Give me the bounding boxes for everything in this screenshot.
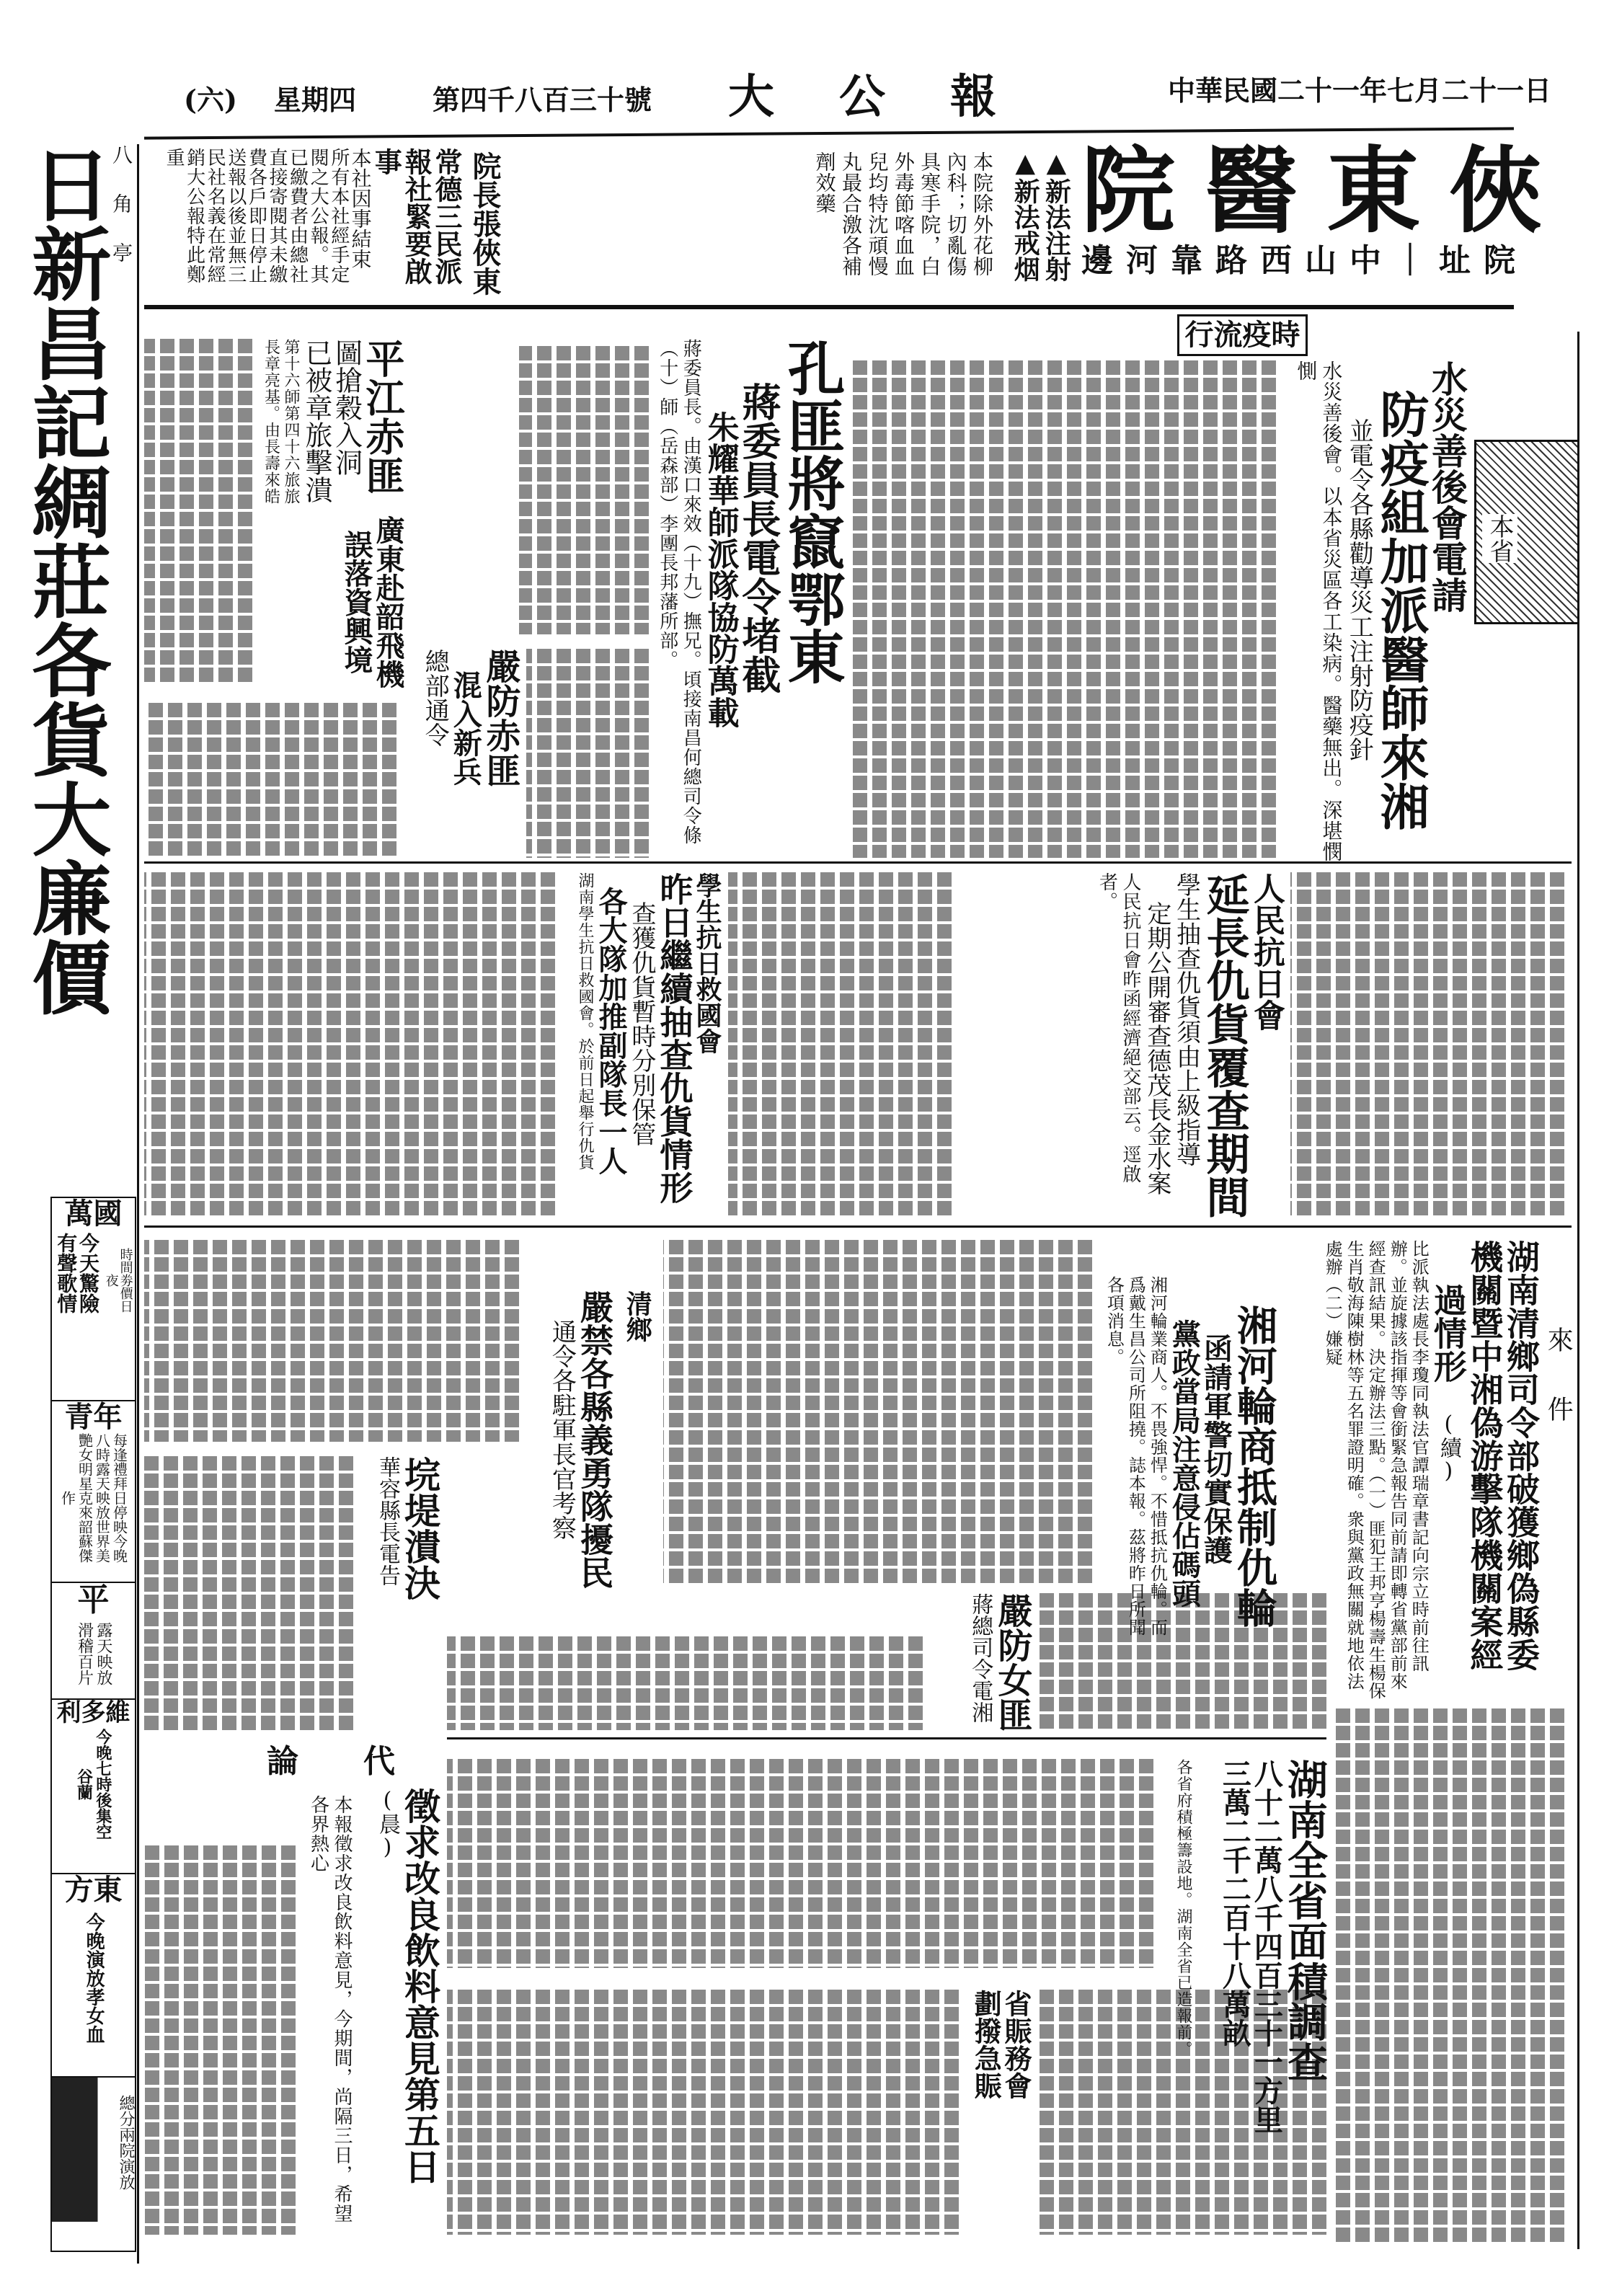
article-shaoguan-plane xyxy=(260,515,404,696)
cinema-info: 時間 xyxy=(118,1248,133,1274)
cinema-name: 萬國 xyxy=(64,1197,123,1231)
text-columns xyxy=(1290,872,1564,1218)
subhead: 總部通令 xyxy=(420,649,450,747)
cinema-line: 後集 xyxy=(93,1792,112,1825)
text-columns xyxy=(519,346,649,634)
text-columns xyxy=(851,360,1276,858)
article-pingjiang xyxy=(260,339,404,506)
service-opium: ▲新法戒烟 xyxy=(1010,148,1041,282)
cinema-line: 孝女血 xyxy=(83,1987,105,2044)
tag: (晨) xyxy=(375,1788,400,1860)
article-flood-epidemic xyxy=(1283,360,1467,865)
cinema-line: 放世界美艷女明 xyxy=(76,1433,111,1563)
article-female-bandits xyxy=(930,1593,1031,1737)
cinema-line: 滑稽百片 xyxy=(75,1622,94,1686)
headline: 學生抗日救國會 xyxy=(692,872,722,1054)
article-students xyxy=(562,872,721,1218)
page-border-left xyxy=(137,144,139,2264)
issue-date: 中華民國二十一年七月二十一日 xyxy=(1168,74,1552,107)
subhead: 三萬二千二百十八萬畝 xyxy=(1218,1759,1252,2047)
headline-last-line xyxy=(1430,1240,1466,1701)
cinema-line: 每逢禮拜日停映 xyxy=(110,1433,128,1534)
headline: 過情形 xyxy=(1428,1283,1468,1383)
article-body: 本報徵求改良飲料意見，今期間，尚隔三日，希望各界熱心 xyxy=(307,1795,353,2223)
article-kong-bandits xyxy=(656,339,846,858)
article-body: 人民抗日會昨函經濟絕交部云。逕啟者。 xyxy=(1096,872,1142,1184)
subhead: 八十二萬八千四百三十一方里 xyxy=(1249,1759,1284,2134)
subhead: 查獲仇貨暫時分別保管 xyxy=(626,901,656,1146)
article-huarong xyxy=(360,1456,440,1644)
text-columns xyxy=(144,1240,519,1442)
notice-title: 常德三民派報社緊要啟事 xyxy=(370,148,463,285)
clinic-address-value: 中山西路靠河邊 xyxy=(1081,242,1394,279)
section-rural-pacification: 清鄉 xyxy=(622,1290,653,1342)
notice-ad xyxy=(151,148,461,299)
article-body: 水災善後會。以本省災區各工染病。醫藥無出。深堪憫惻 xyxy=(1294,360,1344,862)
article-volunteers xyxy=(526,1290,613,1593)
cinema-info: 日夜 xyxy=(103,1274,133,1313)
subhead: 誤落資興境 xyxy=(340,530,373,674)
article-body: 蔣委員長。由漢口來效（十九）撫兄。頃接南昌何總司令條（十）師（岳森部）李團長邦藩所部。 xyxy=(656,339,702,845)
cinema-ad xyxy=(52,1198,135,1401)
article-relief xyxy=(966,1990,1031,2177)
cinema-line: 空谷蘭 xyxy=(74,1768,112,1840)
cinema-line: 驚險 xyxy=(76,1273,100,1313)
cinema-line: 今晚演放 xyxy=(83,1912,105,1987)
shop-title: 日新昌記綢莊各貨大廉價 xyxy=(19,144,112,1016)
subhead: 通令各駐軍長官考察 xyxy=(547,1319,577,1540)
subhead: 蔣總司令電湘 xyxy=(967,1593,993,1723)
headline: 徵求改良飲料意見第五日 xyxy=(399,1788,441,2184)
subhead: 圖搶穀入洞 xyxy=(330,339,363,476)
section-contributed: 來件 xyxy=(1543,1326,1574,1465)
headline: 機關暨中湘偽游擊隊機關案經 xyxy=(1465,1240,1504,1671)
cinema-line: 總分兩院演放 xyxy=(117,2095,135,2190)
headline: 平江赤匪 xyxy=(360,339,406,495)
article-xianghe-ships xyxy=(1099,1276,1276,1636)
headline: 延長仇貨覆查期間 xyxy=(1199,872,1250,1218)
subhead: 學生抽查仇貨須由上級指導 xyxy=(1171,872,1201,1166)
headline: 昨日繼續抽查仇貨情形 xyxy=(655,872,694,1204)
section-province: 本省 xyxy=(1482,514,1517,563)
headline: 嚴防赤匪 xyxy=(480,649,520,787)
cinema-line: 今天 xyxy=(76,1233,100,1273)
clinic-address: 院址｜中山西路靠河邊 xyxy=(1081,242,1528,279)
headline: 嚴禁各縣義勇隊擾民 xyxy=(575,1290,614,1589)
shop-location: 八角亭 xyxy=(110,144,133,291)
article-qingxiang xyxy=(1280,1240,1539,1701)
cinema-info: 劵價 xyxy=(118,1274,133,1300)
cinema-ad xyxy=(52,1874,135,2078)
issue-number: 第四千八百三十號 xyxy=(433,84,652,116)
cinema-ad xyxy=(52,1700,135,1874)
article-body: 各省府積極籌設地。湖南全省已造報前。 xyxy=(1174,1759,1192,2057)
notice-subtitle: 本社因事結束 xyxy=(348,148,373,269)
clinic-body: 本院除外花柳內科；切亂傷具寒手院，白外毒節喀血血兒均特沈頑慢丸最合激各補劑效藥 xyxy=(812,151,994,277)
text-columns xyxy=(144,703,396,858)
cinema-line: 今晚七時 xyxy=(93,1729,112,1793)
subhead: 已被章旅擊潰 xyxy=(300,339,332,503)
cinema-name: 平 xyxy=(77,1582,110,1618)
cinema-line: 星克來韶蘇傑作 xyxy=(58,1476,94,1563)
article-body: 湘河輪業商人。不畏強悍。不惜抵抗仇輪。而爲戴生昌公司所阻撓。誌本報。茲將昨日所聞各項消息。 xyxy=(1104,1276,1168,1636)
clinic-director: 院長張俠東 xyxy=(468,151,502,296)
headline: 湘河輪商抵制仇輪 xyxy=(1231,1305,1278,1628)
subhead: 並電令各縣勸導災工注射防疫針 xyxy=(1344,418,1374,761)
text-columns xyxy=(447,1990,959,2235)
headline: 湖南清鄉司令部破獲鄉偽縣委 xyxy=(1502,1240,1541,1671)
article-body: 湖南學生抗日救國會。於前日起舉行仇貨 xyxy=(576,872,595,1171)
text-columns xyxy=(144,872,555,1218)
article-body: 第十六師第四十六旅旅長章亮基。由長壽來皓 xyxy=(262,339,301,505)
cinema-name: 青年 xyxy=(64,1400,123,1434)
section-province-banner xyxy=(1474,440,1579,624)
silk-shop-ad xyxy=(18,144,133,1189)
text-columns xyxy=(144,339,252,685)
article-beverage xyxy=(360,1788,440,2235)
weekday: 星期四 xyxy=(274,84,357,116)
page-number: (六) xyxy=(184,84,237,116)
paper-name: 大公報 xyxy=(728,70,1061,124)
text-columns xyxy=(447,1636,923,1730)
article-body: 比派執法處長李瓊同執法官譚瑞章書記向宗立時前往訊辦。並旋據該指揮等會銜緊急報告同前請即轉省黨部前來經查訊結果。決定辦法三點。（一）匪犯王邦亨楊壽生楊保生肖敬海陳樹林等五名罪證明確。衆與黨政無關就地依法處辦（二）嫌疑 xyxy=(1322,1240,1430,1700)
headline: 廣東赴韶飛機 xyxy=(371,515,405,688)
subhead: 華容縣長電告 xyxy=(375,1456,400,1586)
cinema-ad xyxy=(52,1583,135,1700)
cinema-name: 維多利 xyxy=(56,1698,130,1727)
article-area-survey xyxy=(1197,1759,1329,2163)
ad-rule xyxy=(144,305,1514,309)
subhead: 劃撥急賑 xyxy=(970,1990,1003,2099)
subhead: 黨政當局注意侵佔碼頭 xyxy=(1167,1319,1202,1608)
row-rule xyxy=(144,1225,1572,1228)
headline: 嚴防女匪 xyxy=(992,1593,1032,1732)
section-epidemic: 時疫流行 xyxy=(1177,314,1308,356)
service-injection: ▲新法注射 xyxy=(1041,148,1072,282)
headline: 垸堤潰決 xyxy=(399,1456,441,1600)
headline: 水災善後會電請 xyxy=(1426,360,1468,613)
article-recruits xyxy=(407,649,519,858)
cinema-ads xyxy=(50,1197,136,2252)
headline: 孔匪將竄鄂東 xyxy=(778,339,846,685)
cinema-line: 今晚八時露天映 xyxy=(93,1433,128,1563)
headline: 湖南全省面積調查 xyxy=(1281,1759,1329,2082)
cinema-ad xyxy=(52,2078,135,2222)
subhead: 蔣委員長電令堵截 xyxy=(736,382,782,693)
notice-body: 所有本社經手定閱之大公報。其已繳費者由總社直接寄閱其未繳費各戶即日停止送報以後並無三民社名義在常經銷大公報特此鄭重 xyxy=(163,148,350,284)
clinic-address-label: 院址 xyxy=(1439,242,1528,279)
clinic-services xyxy=(1009,148,1071,282)
clinic-name: 俠東醫院 xyxy=(1081,136,1572,246)
continued-tag: (續) xyxy=(1435,1411,1461,1484)
section-editorial: 代論 xyxy=(267,1743,460,1780)
headline: 防疫組加派醫師來湘 xyxy=(1372,389,1430,830)
subhead: 函請軍警切實保護 xyxy=(1199,1334,1233,1564)
text-columns xyxy=(728,872,952,1218)
headline: 省賑務會 xyxy=(1000,1990,1032,2099)
headline: 人民抗日會 xyxy=(1248,872,1285,1031)
text-columns xyxy=(144,1456,353,1730)
subhead: 定期公開審查德茂長金水案 xyxy=(1142,901,1171,1195)
text-columns xyxy=(663,1240,1092,1586)
article-anti-japan-people xyxy=(959,872,1283,1222)
headline: 混入新兵 xyxy=(448,670,483,786)
text-columns xyxy=(1334,1708,1564,2242)
cinema-name: 東方 xyxy=(64,1873,123,1907)
cinema-line: 有聲歌情 xyxy=(54,1233,79,1313)
cinema-line: 露天映放 xyxy=(94,1622,112,1686)
subhead: 各大隊加推副隊長一人 xyxy=(594,887,629,1175)
text-columns xyxy=(526,649,649,858)
row-rule xyxy=(447,1737,1326,1739)
cinema-ad xyxy=(52,1401,135,1583)
text-columns xyxy=(447,1759,1153,1968)
subhead: 朱耀華師派隊協防萬載 xyxy=(701,411,739,728)
text-columns xyxy=(144,1845,296,2235)
